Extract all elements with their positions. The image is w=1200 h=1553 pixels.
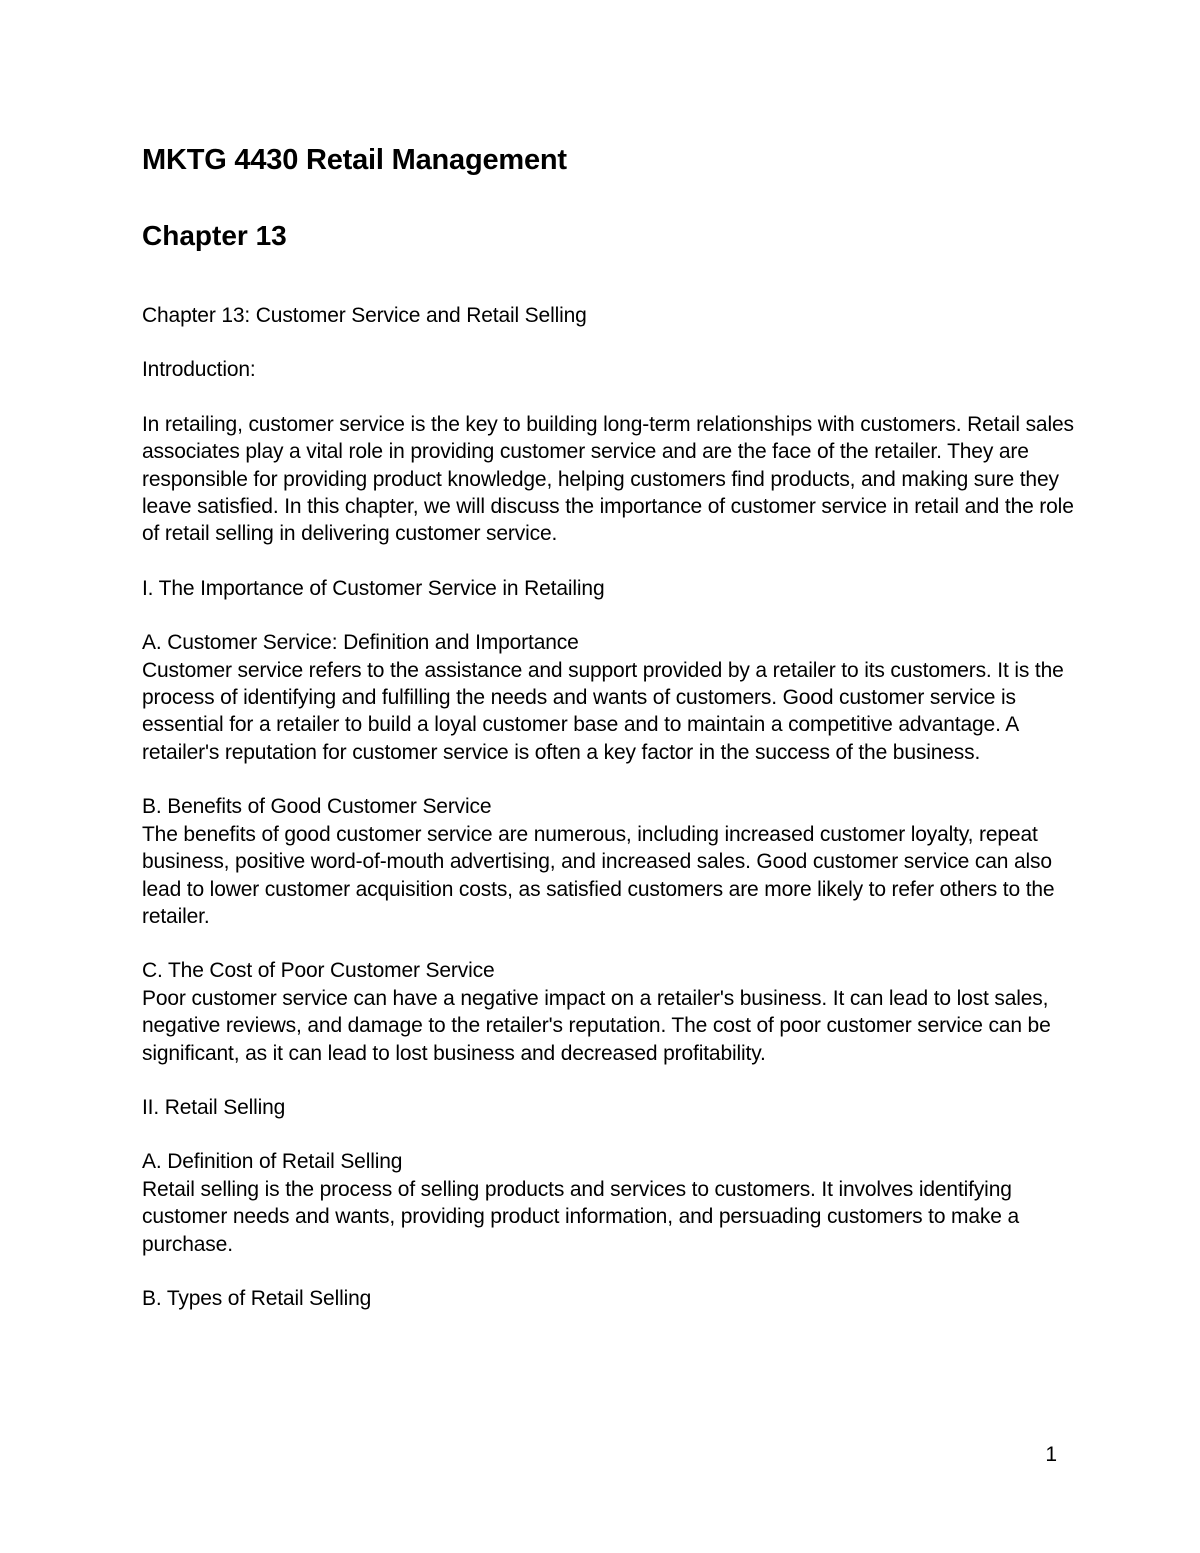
section1-b-heading: B. Benefits of Good Customer Service	[142, 795, 492, 819]
intro-paragraph: In retailing, customer service is the key to building long-term relationships with customers. Retail sales associates play a vital role in providing customer service and are the face of the retailer. They are responsible for providing product knowledge, helping customers find products, and making sure they leave satisfied. In this chapter, we will discuss the importance of customer service in retail and the role of retail selling in delivering customer service.	[142, 412, 1074, 546]
page-number: 1	[1045, 1443, 1057, 1466]
section1-c-text: Poor customer service can have a negative impact on a retailer's business. It can lead to lost sales, negative reviews, and damage to the retailer's reputation. The cost of poor customer service can be significant, as it can lead to lost business and decreased profitability.	[142, 986, 1051, 1065]
section1-a-heading: A. Customer Service: Definition and Importance	[142, 631, 579, 655]
section2-a-text: Retail selling is the process of selling products and services to customers. It involves identifying customer needs and wants, providing product information, and persuading customers to make a purchase.	[142, 1177, 1020, 1256]
section2-heading: II. Retail Selling	[142, 1095, 286, 1119]
section1-heading: I. The Importance of Customer Service in Retailing	[142, 576, 605, 600]
section1-c-heading: C. The Cost of Poor Customer Service	[142, 959, 495, 983]
chapter-subtitle: Chapter 13: Customer Service and Retail Selling	[142, 304, 587, 327]
chapter-heading: Chapter 13	[142, 220, 287, 251]
section1-a-text: Customer service refers to the assistance and support provided by a retailer to its customers. It is the process of identifying and fulfilling the needs and wants of customers. Good customer service is essential for a retailer to build a loyal customer base and to maintain a competitive advantage. A retailer's reputation for customer service is often a key factor in the success of the business.	[142, 658, 1064, 764]
section2-b-heading: B. Types of Retail Selling	[142, 1286, 372, 1310]
document-content	[142, 140, 1082, 1312]
document-title: MKTG 4430 Retail Management	[142, 144, 567, 176]
intro-label: Introduction:	[142, 358, 256, 382]
section2-a-heading: A. Definition of Retail Selling	[142, 1150, 403, 1174]
section1-b-text: The benefits of good customer service are numerous, including increased customer loyalty, repeat business, positive word-of-mouth advertising, and increased sales. Good customer service can also lead to lower customer acquisition costs, as satisfied customers are more likely to refer others to the retailer.	[142, 822, 1055, 928]
